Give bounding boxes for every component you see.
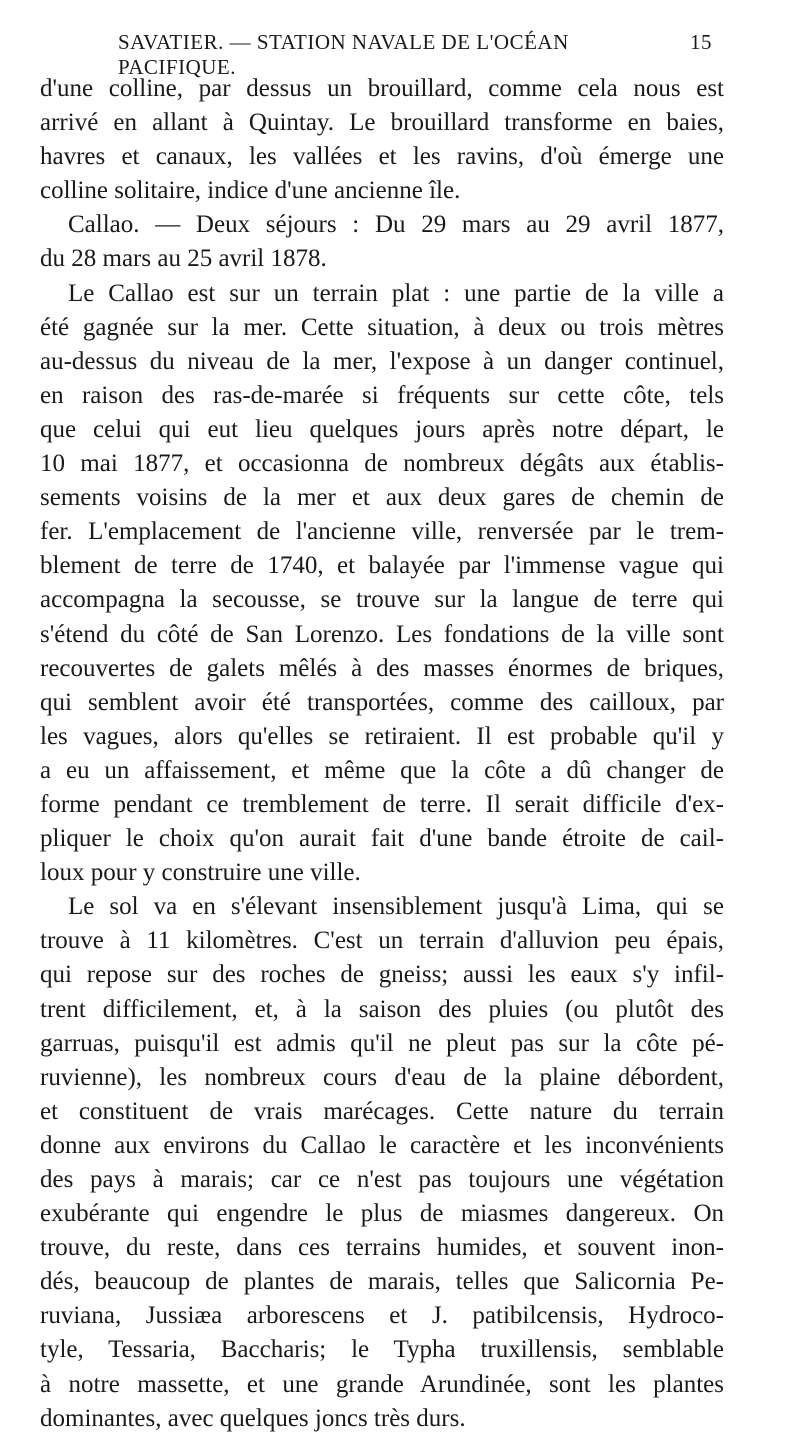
text-line: accompagna la secousse, se trouve sur la langue de terre qui — [40, 586, 724, 614]
page-number: 15 — [690, 30, 712, 54]
text-line: s'étend du côté de San Lorenzo. Les fondations de la ville sont — [40, 620, 724, 648]
text-line: colline solitaire, indice d'une ancienne île. — [40, 177, 461, 205]
text-line: Le sol va en s'élevant insensiblement jusqu'à Lima, qui se — [68, 893, 724, 921]
text-line: d'une colline, par dessus un brouillard, comme cela nous est — [40, 75, 724, 102]
text-line: sements voisins de la mer et aux deux gares de chemin de — [40, 484, 724, 512]
text-line: en raison des ras-de-marée si fréquents sur cette côte, tels — [40, 381, 724, 409]
body-text — [40, 72, 724, 1436]
text-line: et constituent de vrais marécages. Cette nature du terrain — [40, 1097, 724, 1125]
text-line: été gagnée sur la mer. Cette situation, à deux ou trois mètres — [40, 313, 724, 341]
text-line: tyle, Tessaria, Baccharis; le Typha truxillensis, semblable — [40, 1336, 724, 1364]
text-line: au-dessus du niveau de la mer, l'expose à un danger continuel, — [40, 347, 724, 375]
text-line: loux pour y construire une ville. — [40, 859, 361, 887]
text-line: ruvienne), les nombreux cours d'eau de la plaine débordent, — [40, 1063, 724, 1091]
text-line: fer. L'emplacement de l'ancienne ville, renversée par le trem- — [40, 518, 724, 546]
text-line: forme pendant ce tremblement de terre. Il serait difficile d'ex- — [40, 790, 724, 818]
text-line: recouvertes de galets mêlés à des masses énormes de briques, — [40, 654, 724, 682]
text-line: pliquer le choix qu'on aurait fait d'une bande étroite de cail- — [40, 825, 724, 853]
text-line: à notre massette, et une grande Arundinée, sont les plantes — [40, 1370, 724, 1398]
text-line: que celui qui eut lieu quelques jours après notre départ, le — [40, 415, 724, 443]
text-line: qui repose sur des roches de gneiss; aussi les eaux s'y infil- — [40, 961, 724, 989]
text-line: 10 mai 1877, et occasionna de nombreux dégâts aux établis- — [40, 450, 724, 478]
text-line: a eu un affaissement, et même que la côte a dû changer de — [40, 756, 724, 784]
text-line: garruas, puisqu'il est admis qu'il ne pleut pas sur la côte pé- — [40, 1029, 724, 1057]
text-line: dés, beaucoup de plantes de marais, telles que Salicornia Pe- — [40, 1268, 724, 1296]
text-line: dominantes, avec quelques joncs très durs. — [40, 1404, 466, 1432]
text-line: ruviana, Jussiæa arborescens et J. patibilcensis, Hydroco- — [40, 1302, 724, 1330]
running-title: SAVATIER. — STATION NAVALE DE L'OCÉAN PACIFIQUE. — [118, 30, 569, 79]
text-line: les vagues, alors qu'elles se retiraient. Il est probable qu'il y — [40, 722, 724, 750]
text-line: trouve, du reste, dans ces terrains humides, et souvent inon- — [40, 1234, 724, 1262]
text-line: trent difficilement, et, à la saison des pluies (ou plutôt des — [40, 995, 724, 1023]
text-line: qui semblent avoir été transportées, comme des cailloux, par — [40, 688, 724, 716]
text-line: donne aux environs du Callao le caractère et les inconvénients — [40, 1131, 724, 1159]
text-line: havres et canaux, les vallées et les ravins, d'où émerge une — [40, 143, 724, 171]
text-line: blement de terre de 1740, et balayée par l'immense vague qui — [40, 552, 724, 580]
text-line: exubérante qui engendre le plus de miasmes dangereux. On — [40, 1200, 724, 1228]
text-line: trouve à 11 kilomètres. C'est un terrain d'alluvion peu épais, — [40, 927, 724, 955]
section-heading-line: Callao. — Deux séjours : Du 29 mars au 29 avril 1877, — [68, 211, 724, 239]
text-line: arrivé en allant à Quintay. Le brouillard transforme en baies, — [40, 109, 724, 137]
text-line: du 28 mars au 25 avril 1878. — [40, 245, 327, 273]
text-line: Le Callao est sur un terrain plat : une partie de la ville a — [68, 279, 724, 307]
text-line: des pays à marais; car ce n'est pas toujours une végétation — [40, 1166, 724, 1193]
